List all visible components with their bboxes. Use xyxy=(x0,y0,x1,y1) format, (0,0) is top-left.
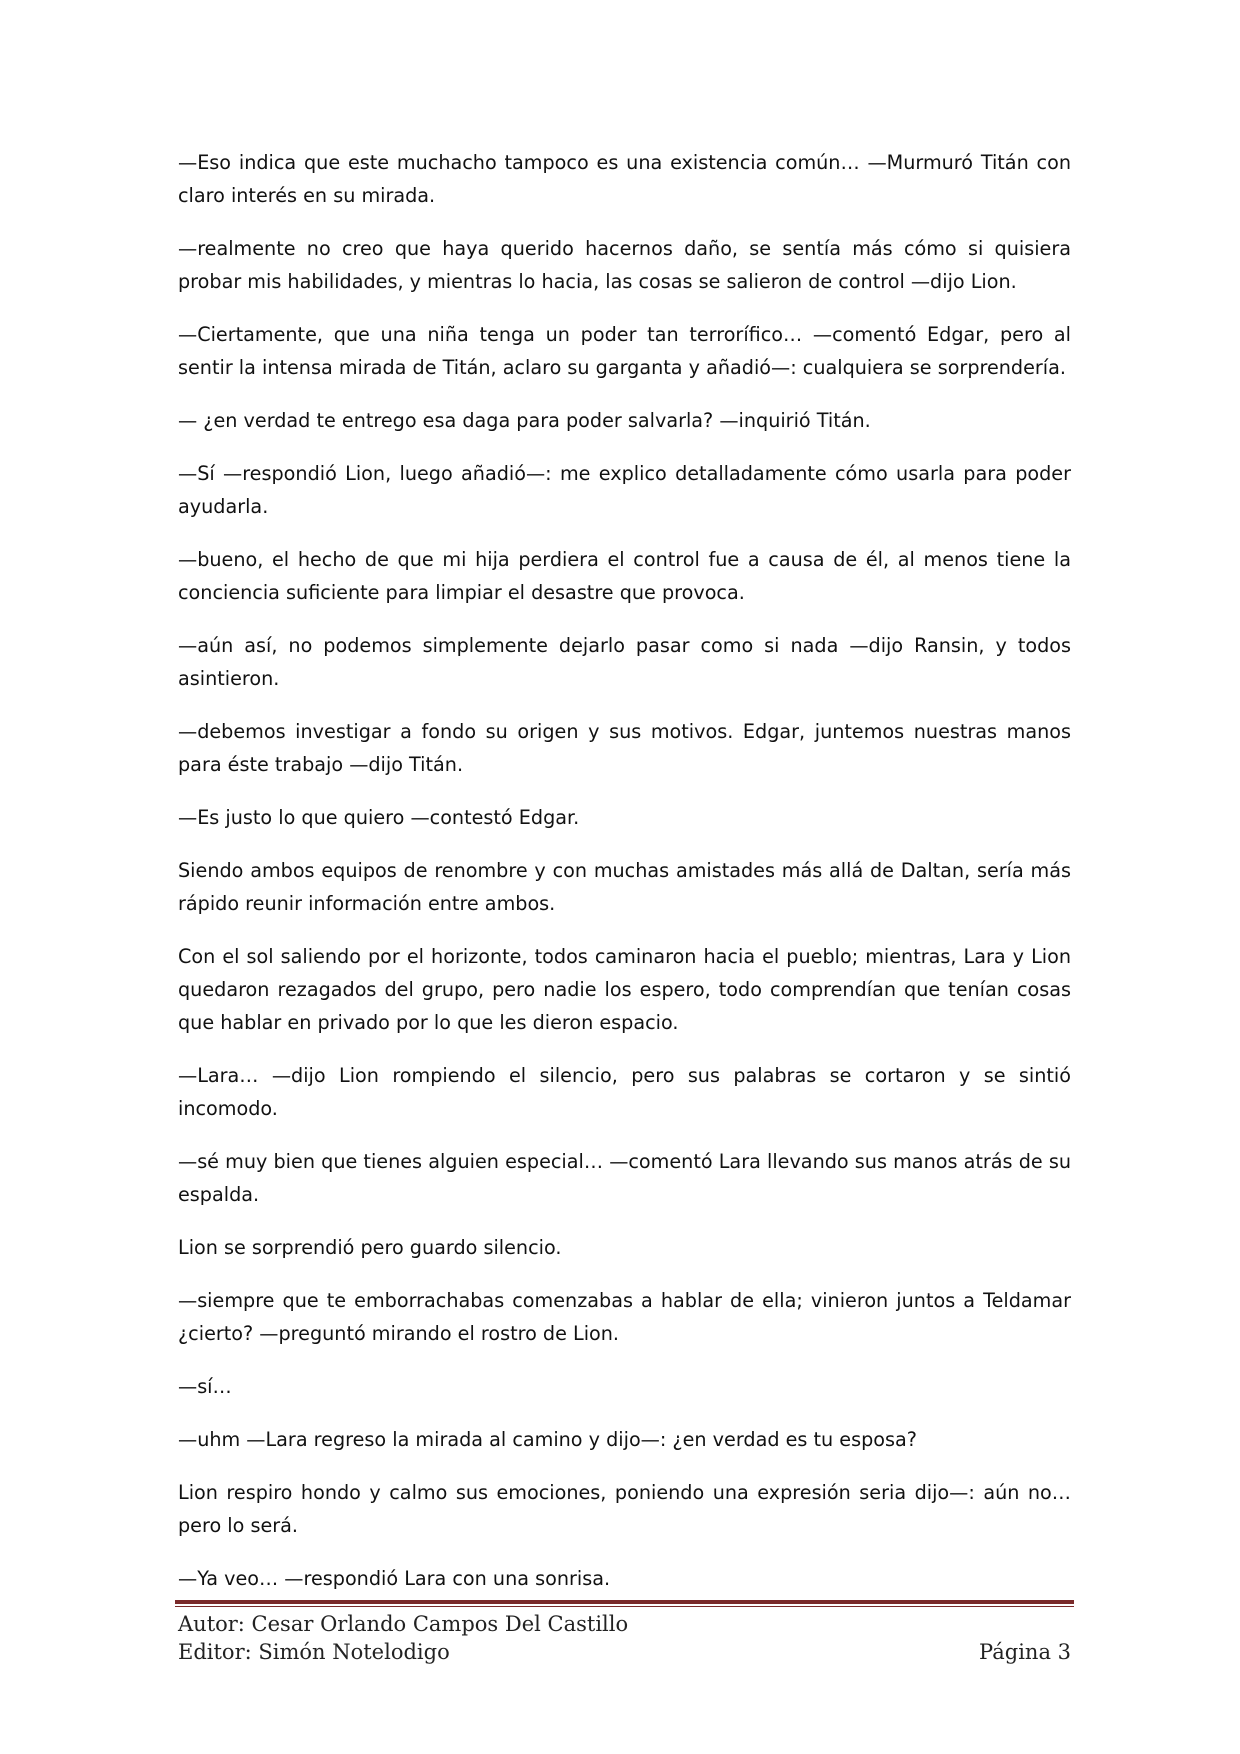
paragraph-12: —Lara… —dijo Lion rompiendo el silencio, pero sus palabras se cortaron y se sintió incomodo. xyxy=(178,1064,1071,1120)
footer-editor: Editor: Simón Notelodigo xyxy=(178,1640,450,1664)
page-number: Página 3 xyxy=(979,1640,1071,1664)
paragraph-5: —Sí —respondió Lion, luego añadió—: me explico detalladamente cómo usarla para poder ayudarla. xyxy=(178,462,1071,518)
paragraph-4: — ¿en verdad te entrego esa daga para poder salvarla? —inquirió Titán. xyxy=(178,409,871,432)
paragraph-10: Siendo ambos equipos de renombre y con muchas amistades más allá de Daltan, sería más rápido reunir información entre ambos. xyxy=(178,859,1071,915)
footer-divider-thin xyxy=(175,1606,1074,1607)
paragraph-18: Lion respiro hondo y calmo sus emociones, poniendo una expresión seria dijo—: aún no… pero lo será. xyxy=(178,1481,1071,1537)
paragraph-11: Con el sol saliendo por el horizonte, todos caminaron hacia el pueblo; mientras, Lara y Lion quedaron rezagados del grupo, pero nadie los espero, todo comprendían que tenían cosas que hablar en privado por lo que les dieron espacio. xyxy=(178,945,1071,1034)
paragraph-3: —Ciertamente, que una niña tenga un poder tan terrorífico… —comentó Edgar, pero al sentir la intensa mirada de Titán, aclaro su garganta y añadió—: cualquiera se sorprendería. xyxy=(178,323,1071,379)
paragraph-9: —Es justo lo que quiero —contestó Edgar. xyxy=(178,806,580,829)
footer-line-author xyxy=(178,1610,1071,1638)
body-text xyxy=(178,146,1071,1615)
footer-divider xyxy=(175,1600,1074,1606)
paragraph-6: —bueno, el hecho de que mi hija perdiera el control fue a causa de él, al menos tiene la conciencia suficiente para limpiar el desastre que provoca. xyxy=(178,548,1071,604)
paragraph-13: —sé muy bien que tienes alguien especial… —comentó Lara llevando sus manos atrás de su espalda. xyxy=(178,1150,1071,1206)
footer-author: Autor: Cesar Orlando Campos Del Castillo xyxy=(178,1612,629,1636)
paragraph-17: —uhm —Lara regreso la mirada al camino y dijo—: ¿en verdad es tu esposa? xyxy=(178,1428,917,1451)
paragraph-14: Lion se sorprendió pero guardo silencio. xyxy=(178,1236,562,1259)
page-footer xyxy=(178,1610,1071,1666)
paragraph-15: —siempre que te emborrachabas comenzabas a hablar de ella; vinieron juntos a Teldamar ¿cierto? —preguntó mirando el rostro de Lion. xyxy=(178,1289,1071,1345)
paragraph-1: —Eso indica que este muchacho tampoco es una existencia común… —Murmuró Titán con claro interés en su mirada. xyxy=(178,151,1071,207)
paragraph-8: —debemos investigar a fondo su origen y sus motivos. Edgar, juntemos nuestras manos para éste trabajo —dijo Titán. xyxy=(178,720,1071,776)
paragraph-2: —realmente no creo que haya querido hacernos daño, se sentía más cómo si quisiera probar mis habilidades, y mientras lo hacia, las cosas se salieron de control —dijo Lion. xyxy=(178,237,1071,293)
footer-divider-thick xyxy=(175,1600,1074,1604)
paragraph-19: —Ya veo… —respondió Lara con una sonrisa. xyxy=(178,1567,611,1590)
footer-line-editor xyxy=(178,1638,1071,1666)
paragraph-7: —aún así, no podemos simplemente dejarlo pasar como si nada —dijo Ransin, y todos asintieron. xyxy=(178,634,1071,690)
paragraph-16: —sí… xyxy=(178,1375,232,1398)
